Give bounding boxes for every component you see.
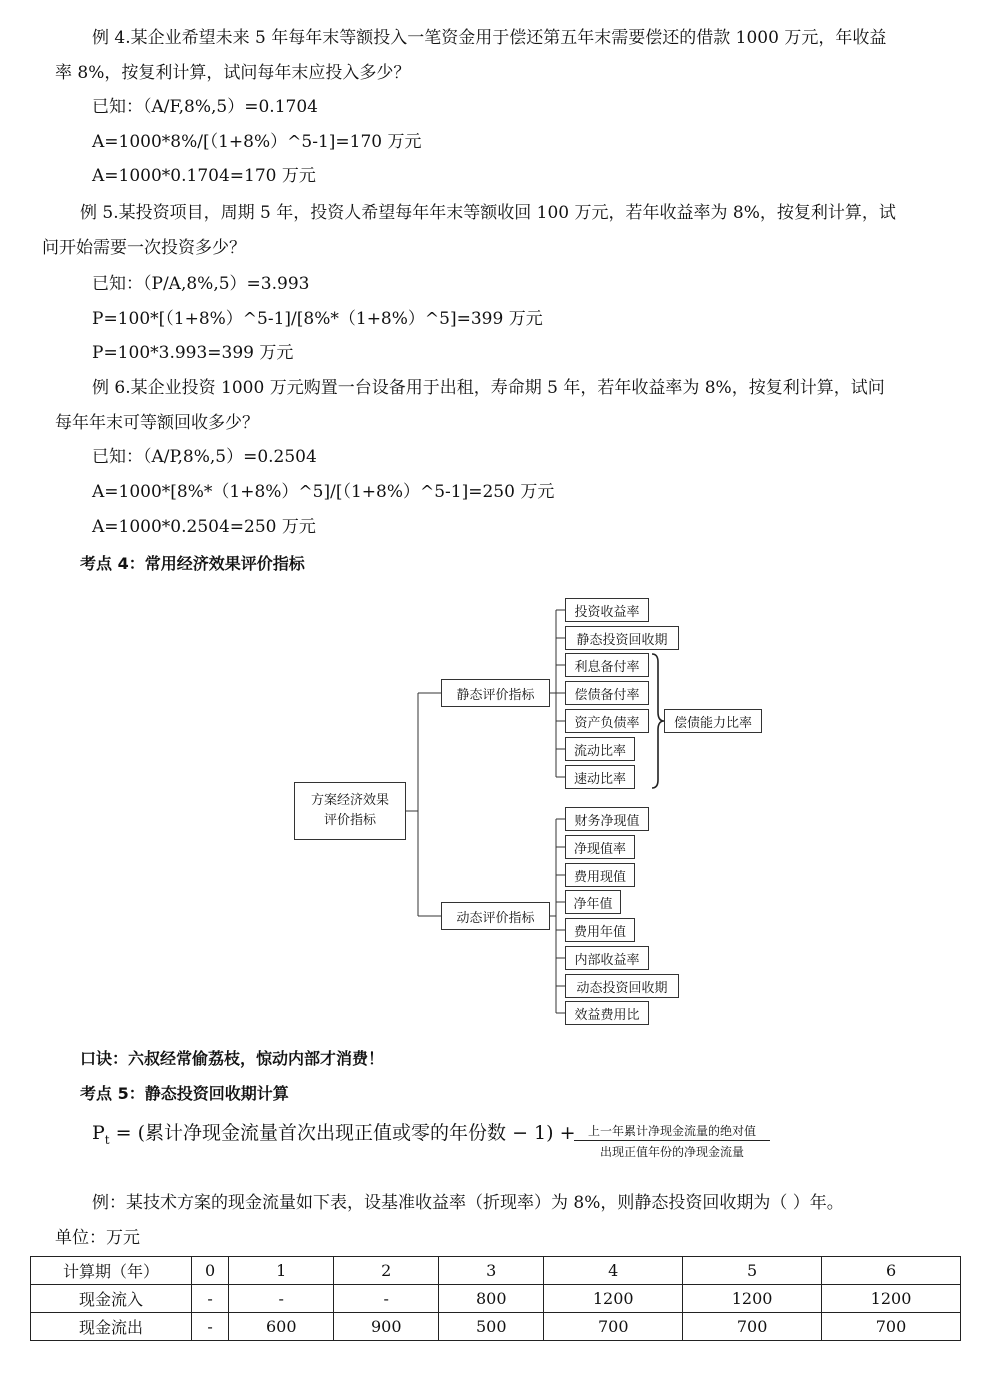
table-cell: 1200 — [544, 1285, 683, 1313]
table-cell: 500 — [439, 1313, 544, 1341]
formula-main: = (累计净现金流量首次出现正值或零的年份数 − 1) + — [109, 1122, 576, 1144]
tree-root-line1: 方案经济效果 — [310, 793, 389, 808]
table-cell: - — [192, 1285, 229, 1313]
tree-static-item: 资产负债率 — [565, 709, 649, 733]
table-cell: - — [192, 1313, 229, 1341]
ex4-formula2: A=1000*0.1704=170 万元 — [92, 166, 316, 186]
table-cell: 计算期（年） — [31, 1257, 192, 1285]
table-cell: 1 — [229, 1257, 334, 1285]
ex5-question-line1: 例 5.某投资项目，周期 5 年，投资人希望每年年末等额收回 100 万元，若年收益率为 8%，按复利计算，试 — [80, 203, 896, 223]
formula-denominator: 出现正值年份的净现金流量 — [599, 1145, 744, 1159]
tree-dynamic-item: 财务净现值 — [565, 807, 649, 831]
tree-dynamic-node: 动态评价指标 — [441, 902, 550, 930]
table-cell: 600 — [229, 1313, 334, 1341]
table-cell: 700 — [544, 1313, 683, 1341]
table-cell: 6 — [822, 1257, 961, 1285]
payback-formula — [92, 1118, 576, 1147]
table-cell: 0 — [192, 1257, 229, 1285]
tree-dynamic-item: 净现值率 — [565, 835, 635, 859]
table-cell: 900 — [334, 1313, 439, 1341]
ex6-formula2: A=1000*0.2504=250 万元 — [92, 517, 316, 537]
tree-static-item: 速动比率 — [565, 765, 635, 789]
heading-kaodian5: 考点 5：静态投资回收期计算 — [80, 1084, 289, 1103]
heading-kaodian4: 考点 4：常用经济效果评价指标 — [80, 554, 305, 573]
table-row — [31, 1313, 961, 1341]
formula-lhs: P — [92, 1122, 105, 1144]
ex5-known: 已知：（P/A,8%,5）=3.993 — [92, 274, 310, 294]
table-cell: 800 — [439, 1285, 544, 1313]
table-header-row — [31, 1257, 961, 1285]
table-cell: - — [229, 1285, 334, 1313]
ex5-question-line2: 问开始需要一次投资多少？ — [42, 238, 246, 258]
cash-flow-table — [30, 1256, 961, 1341]
tree-static-item: 偿债备付率 — [565, 681, 649, 705]
ex5-formula1: P=100*[（1+8%）^5-1]/[8%*（1+8%）^5]=399 万元 — [92, 309, 543, 329]
tree-dynamic-item: 费用现值 — [565, 863, 635, 887]
table-cell: 1200 — [683, 1285, 822, 1313]
tree-dynamic-item: 内部收益率 — [565, 946, 649, 970]
tree-static-node: 静态评价指标 — [441, 679, 550, 707]
tree-static-item: 利息备付率 — [565, 653, 649, 677]
table-cell: 700 — [822, 1313, 961, 1341]
tree-dynamic-item: 净年值 — [565, 890, 621, 914]
tree-dynamic-item: 费用年值 — [565, 918, 635, 942]
formula-subscript: t — [104, 1132, 110, 1147]
ex6-question-line1: 例 6.某企业投资 1000 万元购置一台设备用于出租，寿命期 5 年，若年收益率为 8%，按复利计算，试问 — [92, 378, 885, 398]
table-cell: - — [334, 1285, 439, 1313]
table-cell: 1200 — [822, 1285, 961, 1313]
table-cell: 3 — [439, 1257, 544, 1285]
tree-root — [294, 782, 406, 840]
table-row — [31, 1285, 961, 1313]
table-cell: 5 — [683, 1257, 822, 1285]
formula-numerator: 上一年累计净现金流量的绝对值 — [574, 1122, 770, 1141]
ex4-question-line1: 例 4.某企业希望未来 5 年每年末等额投入一笔资金用于偿还第五年末需要偿还的借款 1000 万元，年收益 — [92, 28, 887, 48]
solvency-brace — [652, 654, 664, 788]
tree-dynamic-item: 动态投资回收期 — [565, 974, 679, 998]
table-cell: 现金流出 — [31, 1313, 192, 1341]
table-cell: 现金流入 — [31, 1285, 192, 1313]
table-cell: 4 — [544, 1257, 683, 1285]
ex4-known: 已知：（A/F,8%,5）=0.1704 — [92, 97, 318, 117]
example-unit: 单位：万元 — [55, 1228, 140, 1248]
tree-solvency-node: 偿债能力比率 — [664, 709, 762, 733]
ex6-question-line2: 每年年末可等额回收多少？ — [55, 413, 259, 433]
tree-dynamic-item: 效益费用比 — [565, 1001, 649, 1025]
ex6-formula1: A=1000*[8%*（1+8%）^5]/[（1+8%）^5-1]=250 万元 — [92, 482, 555, 502]
tree-root-line2: 评价指标 — [323, 813, 376, 828]
table-cell: 2 — [334, 1257, 439, 1285]
ex6-known: 已知：（A/P,8%,5）=0.2504 — [92, 447, 317, 467]
tree-static-item: 投资收益率 — [565, 598, 649, 622]
ex4-formula1: A=1000*8%/[（1+8%）^5-1]=170 万元 — [92, 132, 422, 152]
mnemonic: 口诀：六叔经常偷荔枝，惊动内部才消费！ — [80, 1049, 385, 1068]
table-cell: 700 — [683, 1313, 822, 1341]
ex4-question-line2: 率 8%，按复利计算，试问每年末应投入多少？ — [55, 63, 411, 83]
tree-static-item: 静态投资回收期 — [565, 626, 679, 650]
ex5-formula2: P=100*3.993=399 万元 — [92, 343, 294, 363]
example-question: 例：某技术方案的现金流量如下表，设基准收益率（折现率）为 8%，则静态投资回收期为（ ）年。 — [92, 1193, 844, 1213]
tree-static-item: 流动比率 — [565, 737, 635, 761]
